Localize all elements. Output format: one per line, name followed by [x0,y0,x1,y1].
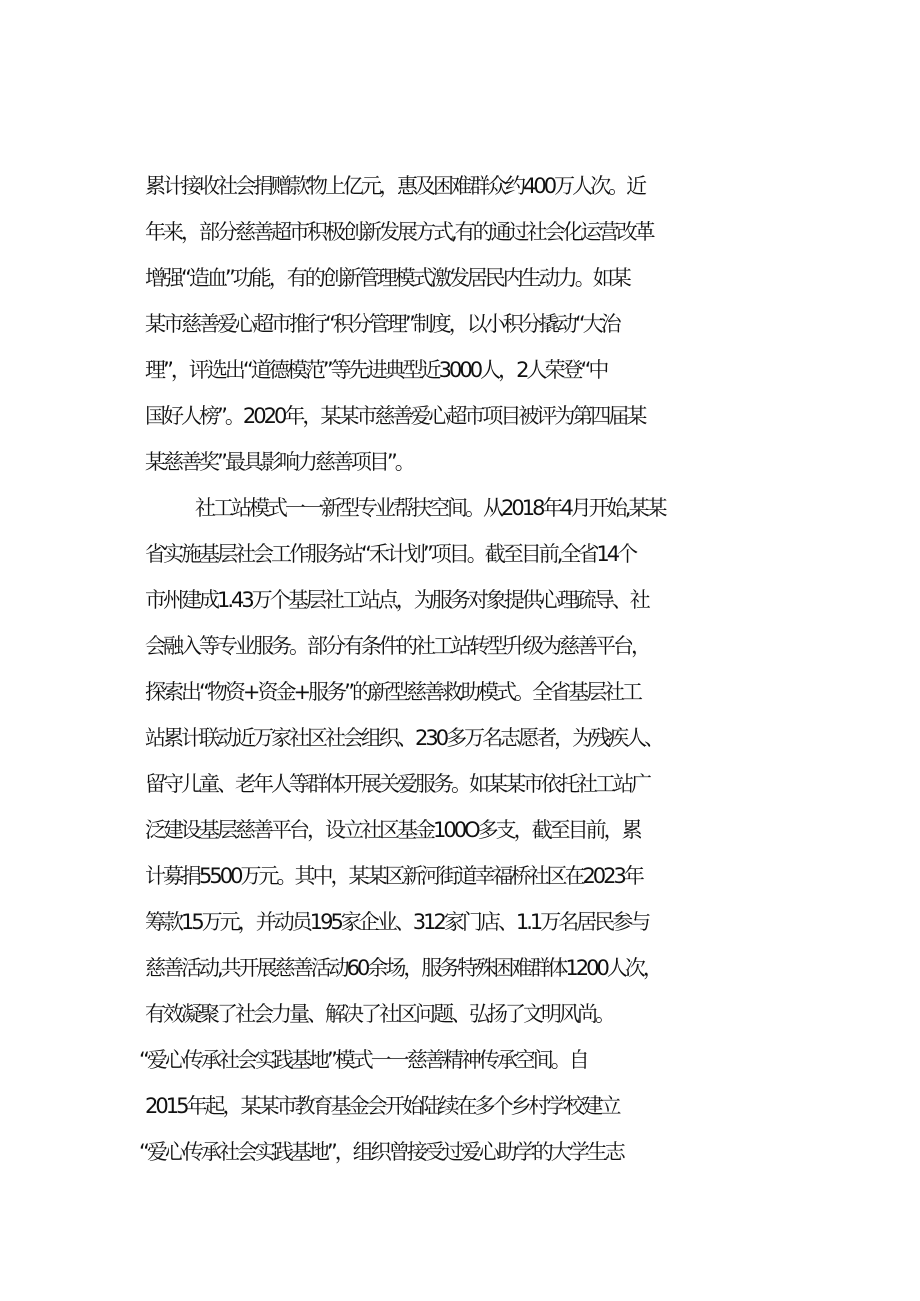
text-line: 会融入等专业服务。部分有条件的社工站转型升级为慈善平台， [145,634,649,658]
text-line: 慈善活动,共开展慈善活动60余场，服务特殊困难群体1200人次， [145,956,661,980]
text-line: 市州建成1.43万个基层社工站点，为服务对象提供心理疏导、社 [145,588,648,612]
text-line: 2015年起，某某市教育基金会开始陆续在多个乡村学校建立 [145,1094,619,1118]
paragraph-start-line: “爱心传承社会实践基地”模式一一慈善精神传承空间。自 [139,1048,587,1072]
text-line: 泛建设基层慈善平台，设立社区基金100O多支，截至目前，累 [145,818,640,842]
text-line: “爱心传承社会实践基地”，组织曾接受过爱心助学的大学生志 [139,1140,623,1164]
text-line: 累计接收社会捐赠款物上亿元，惠及困难群众约400万人次。近 [145,174,645,198]
text-line: 站累计联动近万家社区社会组织、230多万名志愿者，为残疾人、 [145,726,663,750]
text-line: 年来，部分慈善超市积极创新发展方式,有的通过社会化运营改革 [145,220,653,244]
text-line: 有效凝聚了社会力量、解决了社区问题、弘扬了文明风尚。 [145,1002,613,1026]
text-line: 省实施基层社会工作服务站“禾计划”项目。截至目前,全省14个 [145,542,636,566]
text-line: 增强“造血”功能，有的创新管理模式激发居民内生动力。如某 [145,266,629,290]
text-line: 某市慈善爱心超市推行“积分管理”制度，以小积分撬动“大治 [145,312,619,336]
text-line: 留守儿童、老年人等群体开展关爱服务。如某某市依托社工站广 [145,772,649,796]
text-line: 探索出“物资+资金+服务”的新型慈善救助模式。全省基层社工 [145,680,640,704]
text-line: 理”，评选出“道德模范”等先进典型近3000人，2人荣登“中 [145,358,607,382]
text-line: 筹款15万元，并动员195家企业、312家门店、1.1万名居民参与 [145,910,649,934]
document-body [139,163,825,1175]
text-line: 计募捐5500万元。其中，某某区新河街道幸福桥社区在2023年 [145,864,642,888]
paragraph-start-line: 社工站模式一一新型专业帮扶空间。从2018年4月开始,某某 [195,496,665,520]
text-line: 某慈善奖”最具影响力慈善项目”。 [145,450,413,474]
text-line: 国好人榜”。2020年，某某市慈善爱心超市项目被评为第四届某 [145,404,645,428]
